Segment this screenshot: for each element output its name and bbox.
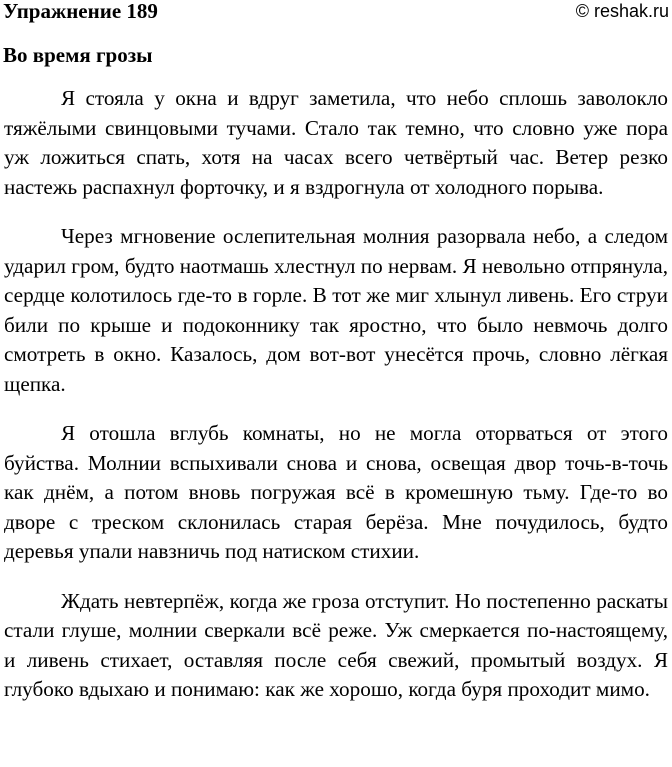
paragraph-2: Через мгновение ослепительная молния разорвала небо, а следом ударил гром, будто наотмашь хлестнул по нервам. Я невольно отпрянула, сердце колотилось где-то в горле. В тот же миг хлынул ливень. Его струи били по крыше и подоконнику так яростно, что было невмочь долго смотреть в окно. Казалось, дом вот-вот унесётся прочь, словно лёгкая щепка. bbox=[4, 224, 668, 396]
paragraph-3: Я отошла вглубь комнаты, но не могла оторваться от этого буйства. Молнии вспыхивали снова и снова, освещая двор точь-в-точь как днём, а потом вновь погружая всё в кромешную тьму. Где-то во дворе с треском склонилась старая берёза. Мне почудилось, будто деревья упали навзничь под натиском стихии. bbox=[4, 421, 668, 563]
page-header bbox=[3, 0, 669, 24]
exercise-number: Упражнение 189 bbox=[3, 0, 158, 23]
paragraph-1: Я стояла у окна и вдруг заметила, что небо сплошь заволокло тяжёлыми свинцовыми тучами. Стало так темно, что словно уже пора уж ложиться спать, хотя на часах всего четвёртый час. Ветер резко настежь распахнул форточку, и я вздрогнула от холодного порыва. bbox=[4, 86, 668, 199]
text-body bbox=[4, 84, 668, 705]
source-credit: © reshak.ru bbox=[575, 1, 669, 21]
paragraph-4: Ждать невтерпёж, когда же гроза отступит. Но постепенно раскаты стали глуше, молнии сверкали всё реже. Уж смеркается по-настоящему, и ливень стихает, оставляя после себя свежий, промытый воздух. Я глубоко вдыхаю и понимаю: как же хорошо, когда буря проходит мимо. bbox=[4, 588, 668, 701]
text-title: Во время грозы bbox=[3, 43, 153, 67]
